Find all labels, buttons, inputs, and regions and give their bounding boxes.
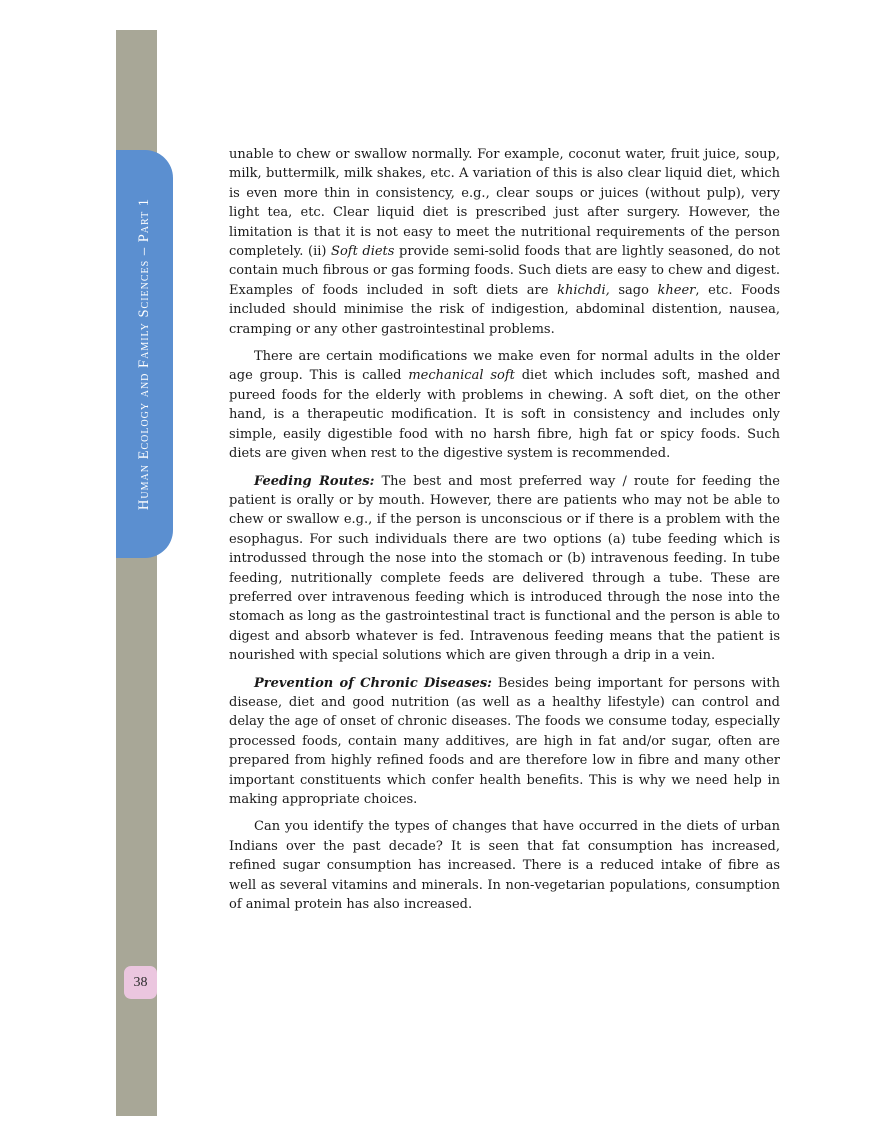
paragraph-feeding-routes — [229, 472, 780, 666]
text-run: unable to chew or swallow normally. For example, coconut water, fruit juice, soup, milk, buttermilk, milk shakes, etc. A variation of this is also clear liquid diet, which is even more thin in consistency, e.g., clear soups or juices (without pulp), very light tea, etc. Clear liquid diet is prescribed just after surgery. However, the limitation is that it is not easy to meet the nutritional requirements of the person completely. (ii) — [229, 147, 780, 260]
text-run: provide semi-solid foods that are lightly seasoned, do not contain much fibrous or gas forming foods. Such diets are easy to chew and digest. Examples of foods included in soft diets are — [229, 244, 781, 298]
page-number: 38 — [124, 966, 157, 999]
term-khichdi: khichdi, — [557, 282, 610, 298]
page-body — [229, 145, 780, 922]
text-run: The best and most preferred way / route for feeding the patient is orally or by mouth. However, there are patients who may not be able to chew or swallow e.g., if the person is unconscious or if there is a problem with the esophagus. For such individuals there are two options (a) tube feeding which is introdussed through the nose into the stomach or (b) intravenous feeding. In tube feeding, nutritionally complete feeds are delivered through a tube. These are preferred over intravenous feeding which is introduced through the nose into the stomach as long as the gastrointestinal tract is functional and the person is able to digest and absorb whatever is fed. Intravenous feeding means that the patient is nourished with special solutions which are given through a drip in a vein. — [229, 473, 780, 664]
text-run: diet which includes soft, mashed and pureed foods for the elderly with problems in chewing. A soft diet, on the other hand, is a therapeutic modification. It is soft in consistency and includes only simple, easily digestible food with no harsh fibre, high fat or spicy foods. Such diets are given when rest to the digestive system is recommended. — [229, 368, 781, 462]
heading-feeding-routes: Feeding Routes: — [254, 473, 375, 489]
paragraph-diet-changes: Can you identify the types of changes that have occurred in the diets of urban Indians over the past decade? It is seen that fat consumption has increased, refined sugar consumption has increased. There is a reduced intake of fibre as well as several vitamins and minerals. In non-vegetarian populations, consumption of animal protein has also increased. — [229, 819, 780, 913]
paragraph-mechanical-soft — [229, 347, 780, 463]
text-run: , etc. Foods included should minimise the risk of indigestion, abdominal distention, nausea, cramping or any other gastrointestinal problems. — [229, 282, 780, 337]
paragraph-liquid-soft-diets — [229, 145, 780, 339]
heading-prevention-chronic-diseases: Prevention of Chronic Diseases: — [254, 675, 492, 691]
paragraph-chronic-diseases — [229, 674, 780, 810]
term-kheer: kheer — [657, 282, 696, 298]
chapter-title: Human Ecology and Family Sciences – Part 1 — [136, 197, 152, 511]
term-soft-diets: Soft diets — [331, 244, 395, 260]
text-run: There are certain modifications we make even for normal adults in the older age group. This is called — [229, 349, 780, 384]
term-mechanical-soft: mechanical soft — [408, 368, 515, 384]
chapter-tab — [116, 150, 173, 558]
text-run: Besides being important for persons with disease, diet and good nutrition (as well as a healthy lifestyle) can control and delay the age of onset of chronic diseases. The foods we consume today, especially processed foods, contain many additives, are high in fat and/or sugar, often are prepared from highly refined foods and are therefore low in fibre and many other important constituents which confer health benefits. This is why we need help in making appropriate choices. — [229, 675, 780, 807]
text-run: sago — [609, 282, 658, 298]
